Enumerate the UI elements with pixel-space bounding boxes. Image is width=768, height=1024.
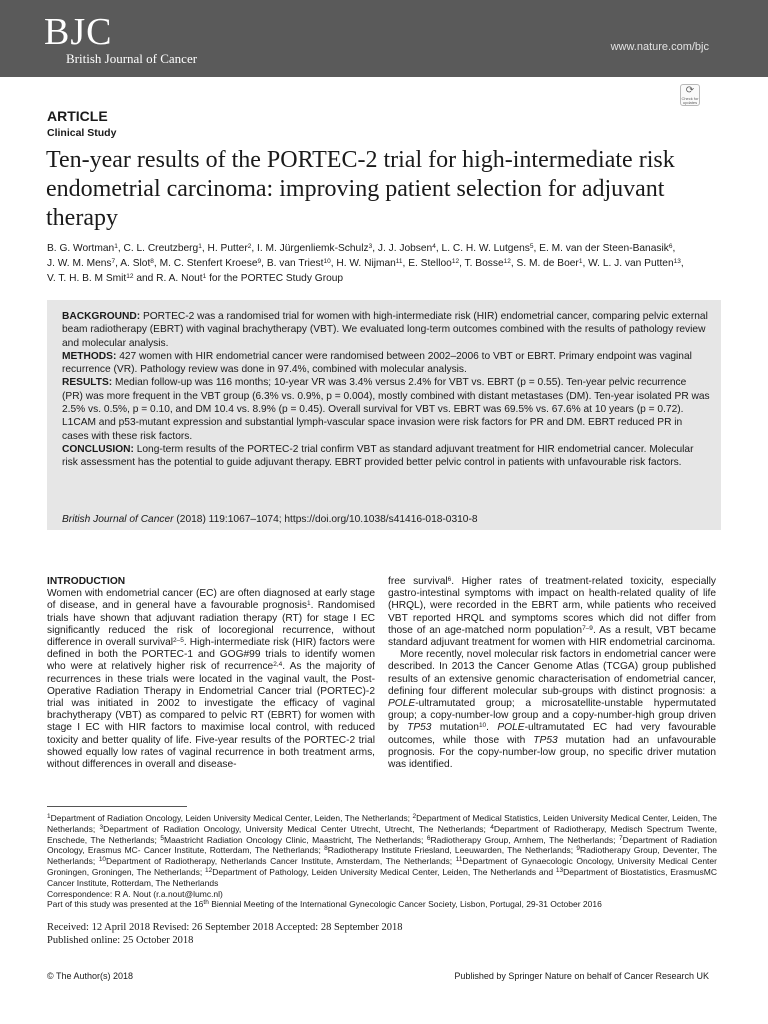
footnote-divider bbox=[47, 806, 187, 807]
abstract-conclusion-label: CONCLUSION: bbox=[62, 443, 134, 455]
abstract-text bbox=[62, 310, 710, 470]
affiliation: $^1$Department of Radiation Oncology, Leiden University Medical Center, Leiden, The Netherlands; bbox=[47, 813, 413, 823]
author-name[interactable]: V. T. H. B. M Smit$^{12}$ bbox=[47, 273, 134, 284]
affiliation: $^3$Department of Radiation Oncology, University Medical Center Utrecht, Utrecht, The Netherlands; bbox=[99, 823, 491, 834]
citation bbox=[62, 513, 710, 526]
correspondence: Correspondence: R A. Nout (r.a.nout@lumc.nl) bbox=[47, 888, 223, 899]
affiliation: $^{10}$Department of Radiotherapy, Netherlands Cancer Institute, Amsterdam, The Netherlands; bbox=[98, 856, 456, 867]
published-online: Published online: 25 October 2018 bbox=[47, 934, 194, 946]
reference-link[interactable]: 1 bbox=[306, 600, 311, 608]
author-name[interactable]: M. C. Stenfert Kroese$^9$ bbox=[159, 258, 262, 269]
affiliation: $^4$Department of Radiotherapy, Medisch Spectrum Twente, Enschede, The Netherlands; bbox=[47, 823, 717, 845]
reference-link[interactable]: 10 bbox=[478, 722, 487, 730]
author-name[interactable]: J. W. M. Mens$^7$ bbox=[47, 258, 116, 269]
affiliation-list bbox=[47, 813, 717, 888]
abstract-conclusion: Long-term results of the PORTEC-2 trial confirm VBT as standard adjuvant treatment for HIR endometrial cancer. Molecular risk assessment has the potential to guide adjuvant therapy. EBRT provided better pelvic control in patients with unfavourable risk factors. bbox=[62, 443, 694, 469]
reference-link[interactable]: 7–9 bbox=[582, 624, 593, 632]
reference-link[interactable]: 2,4 bbox=[273, 661, 283, 669]
journal-banner bbox=[0, 0, 768, 77]
intro-paragraph-1-cont: free survival$^6$. Higher rates of treatment-related toxicity, especially gastro-intestinal symptoms with impact on health-related quality of life (HRQL), were recorded in the EBRT arm, while patients who received VBT reported HRQL and symptoms scores which did not differ from those of an age-matched norm population$^{7-9}$. As a result, VBT became standard adjuvant treatment for women with HIR endometrial carcinoma. bbox=[388, 576, 717, 649]
abstract-results: Median follow-up was 116 months; 10-year VR was 3.4% versus 2.4% for VBT vs. EBRT (p = 0.55). Ten-year pelvic recurrence (PR) was more frequent in the VBT group (6.3% vs. 0.9%, p = 0.004), mostly combined with distant metastases (DM). Ten-year isolated PR was 2.5% vs. 0.5%, p = 0.10, and DM 10.4 vs. 8.9% (p = 0.45). Overall survival for VBT vs. EBRT was 69.5% vs. 67.6% at 10 years (p = 0.72). L1CAM and p53-mutant expression and substantial lymph-vascular space invasion were risk factors for PR and DM. EBRT reduced PR in cases with these risk factors. bbox=[62, 377, 710, 442]
presentation-note: Part of this study was presented at the 16th Biennial Meeting of the International Gynecologic Cancer Society, Lisbon, Portugal, 29-31 October 2016 bbox=[47, 899, 602, 910]
affiliation: $^9$Radiotherapy Group, Deventer, The Netherlands; bbox=[47, 845, 717, 867]
citation-journal: British Journal of Cancer bbox=[62, 514, 174, 525]
author-name[interactable]: E. M. van der Steen-Banasik$^6$ bbox=[539, 243, 673, 254]
affiliation: $^6$Radiotherapy Group, Arnhem, The Netherlands; bbox=[426, 834, 619, 845]
intro-paragraph-1: Women with endometrial cancer (EC) are often diagnosed at early stage of disease, and in general have a favourable prognosis$^1$. Randomised trials have shown that adjuvant radiation therapy (RT) for stage I EC significantly reduced the risk of locoregional recurrence, without difference in overall survival$^{2-5}$. High-intermediate risk (HIR) factors were defined in both the PORTEC-1 and GOG#99 trials to identify women who were at relatively higher risk of recurrence$^{2,4}$. As the majority of recurrences in these trials were located in the vaginal vault, the Post-Operative Radiation Therapy in Endometrial Cancer trial (PORTEC)-2 trial was initiated in 2002 to investigate the efficacy of vaginal brachytherapy (VBT) as compared to pelvic RT (EBRT) for women with stage I EC with HIR factors to maximise local control, with reduced toxicity and better quality of life. Five-year results of the PORTEC-2 trial showed equally low rates of vaginal recurrence in both treatment arms, without differences in overall and disease- bbox=[47, 588, 376, 771]
check-for-updates-label: Check for updates bbox=[681, 96, 699, 105]
article-type: ARTICLE bbox=[47, 108, 108, 124]
author-name[interactable]: B. G. Wortman$^1$ bbox=[47, 243, 118, 254]
body-column-left bbox=[47, 576, 375, 771]
author-group: for the PORTEC Study Group bbox=[209, 273, 344, 284]
affiliations-block bbox=[47, 813, 717, 910]
affiliation: $^5$Maastricht Radiation Oncology Clinic, Maastricht, The Netherlands; bbox=[160, 834, 427, 845]
article-subtype: Clinical Study bbox=[47, 127, 117, 139]
journal-logo: BJC bbox=[44, 11, 113, 53]
check-for-updates-icon[interactable]: ⟳ Check for updates bbox=[681, 85, 699, 105]
intro-paragraph-2: More recently, novel molecular risk factors in endometrial cancer were described. In 2013 the Cancer Genome Atlas (TCGA) group published results of an extensive genomic characterisation of endometrial cancer, defining four different molecular sub-groups with distinct prognosis: a POLE-ultramutated group; a microsatellite-unstable hypermutated group; a copy-number-low group and a copy-number-high group driven by TP53 mutation$^{10}$. POLE-ultramutated EC had very favourable outcomes, while those with TP53 mutation had an unfavourable prognosis. For the copy-number-low group, no specific driver mutation was identified. bbox=[388, 649, 717, 771]
author-name[interactable]: H. Putter$^2$ bbox=[207, 243, 252, 254]
publisher-notice: Published by Springer Nature on behalf of Cancer Research UK bbox=[454, 971, 709, 981]
affiliation: $^8$Radiotherapy Institute Friesland, Leeuwarden, The Netherlands; bbox=[324, 845, 577, 856]
affiliation: $^2$Department of Medical Statistics, Leiden University Medical Center, Leiden, The Netherlands; bbox=[47, 813, 717, 834]
author-name[interactable]: J. J. Jobsen$^4$ bbox=[377, 243, 436, 254]
author-name[interactable]: S. M. de Boer$^1$ bbox=[516, 258, 583, 269]
copyright-notice: © The Author(s) 2018 bbox=[47, 971, 134, 981]
abstract-methods: 427 women with HIR endometrial cancer were randomised between 2002–2006 to VBT or EBRT. Primary endpoint was vaginal recurrence (VR). Pathology review was done in 97.4%, combined with molecular analysis. bbox=[62, 350, 692, 376]
affiliation: $^{12}$Department of Pathology, Leiden University Medical Center, Leiden, The Netherlands and bbox=[204, 866, 556, 877]
author-list: B. G. Wortman$^1$, C. L. Creutzberg$^1$, H. Putter$^2$, I. M. Jürgenliemk-Schulz$^3$, J. J. Jobsen$^4$, L. C. H. W. Lutgens$^5$, E. M. van der Steen-Banasik$^6$, J. W. M. Mens$^7$, A. Slot$^8$, M. C. Stenfert Kroese$^9$, B. van Triest$^{10}$, H. W. Nijman$^{11}$, E. Stelloo$^{12}$, T. Bosse$^{12}$, S. M. de Boer$^1$, W. L. J. van Putten$^{13}$, V. T. H. B. M Smit$^{12}$ and R. A. Nout$^1$ for the PORTEC Study Group bbox=[47, 243, 684, 284]
author-name[interactable]: B. van Triest$^{10}$ bbox=[266, 258, 331, 269]
author-name[interactable]: T. Bosse$^{12}$ bbox=[464, 258, 511, 269]
section-heading-introduction: INTRODUCTION bbox=[47, 576, 126, 587]
author-name[interactable]: E. Stelloo$^{12}$ bbox=[408, 258, 460, 269]
author-name[interactable]: C. L. Creutzberg$^1$ bbox=[123, 243, 202, 254]
author-name[interactable]: L. C. H. W. Lutgens$^5$ bbox=[441, 243, 534, 254]
author-name[interactable]: A. Slot$^8$ bbox=[120, 258, 154, 269]
author-name[interactable]: I. M. Jürgenliemk-Schulz$^3$ bbox=[257, 243, 373, 254]
reference-link[interactable]: 6 bbox=[447, 576, 452, 583]
affiliation: $^7$Department of Radiation Oncology, Erasmus MC- Cancer Institute, Rotterdam, The Netherlands; bbox=[47, 834, 717, 856]
received-revised-accepted: Received: 12 April 2018 Revised: 26 September 2018 Accepted: 28 September 2018 bbox=[47, 922, 403, 933]
affiliation: $^{13}$Department of Biostatistics, ErasmusMC Cancer Institute, Rotterdam, The Netherlands bbox=[47, 866, 718, 888]
journal-url[interactable]: www.nature.com/bjc bbox=[610, 41, 709, 53]
article-dates bbox=[47, 922, 717, 947]
author-name[interactable]: R. A. Nout$^1$ bbox=[156, 273, 207, 284]
paper-title: Ten-year results of the PORTEC-2 trial for high-intermediate risk endometrial carcinoma: improving patient selection for adjuvant therapy bbox=[46, 147, 675, 231]
reference-link[interactable]: 2–5 bbox=[173, 637, 184, 645]
body-column-right bbox=[388, 576, 716, 771]
author-name[interactable]: W. L. J. van Putten$^{13}$ bbox=[588, 258, 681, 269]
affiliation: $^{11}$Department of Gynaecologic Oncology, University Medical Center Groningen, Groningen, The Netherlands; bbox=[47, 856, 717, 877]
abstract-results-label: RESULTS: bbox=[62, 377, 113, 389]
abstract-methods-label: METHODS: bbox=[62, 350, 117, 362]
citation-details[interactable]: (2018) 119:1067–1074; https://doi.org/10.1038/s41416-018-0310-8 bbox=[176, 514, 478, 525]
abstract-box bbox=[47, 300, 721, 530]
abstract-background: PORTEC-2 was a randomised trial for women with high-intermediate risk (HIR) endometrial cancer, comparing pelvic external beam radiotherapy (EBRT) with vaginal brachytherapy (VBT). We evaluated long-term outcomes combined with the results of pathology review and molecular analysis. bbox=[62, 311, 708, 349]
journal-name: British Journal of Cancer bbox=[66, 51, 198, 66]
author-name[interactable]: H. W. Nijman$^{11}$ bbox=[336, 258, 403, 269]
abstract-background-label: BACKGROUND: bbox=[62, 311, 141, 322]
